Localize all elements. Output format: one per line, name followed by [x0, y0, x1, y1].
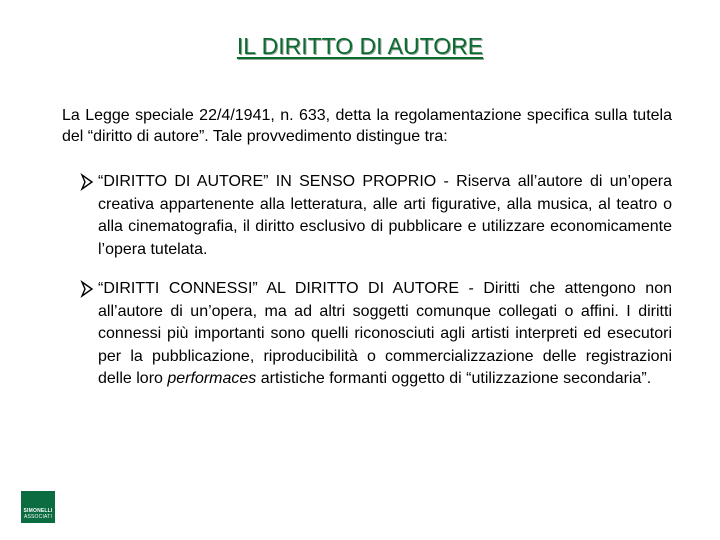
bullet-text-part: artistiche formanti oggetto di “utilizzazione secondaria”. — [256, 370, 652, 388]
bullet-text: “DIRITTO DI AUTORE” IN SENSO PROPRIO - Riserva all’autore di un’opera creativa appartenente alla letteratura, alle arti figurative, alla musica, al teatro o alla cinematografia, il diritto esclusivo di pubblicare e utilizzare economicamente l’opera tutelata. — [98, 173, 672, 258]
bullet-item-diritto-di-autore — [80, 171, 672, 261]
bullet-text-part: “DIRITTI CONNESSI” AL DIRITTO DI AUTORE - Diritti che attengono non all’autore di un’opera, ma ad altri soggetti comunque collegati o affini. I diritti connessi più importanti sono quelli riconosciuti agli artisti interpreti ed esecutori per la pubblicazione, riproducibilità o commercializzazione delle registrazioni delle loro — [98, 280, 672, 388]
arrowhead-bullet-icon — [80, 279, 94, 299]
slide-title: IL DIRITTO DI AUTORE — [236, 33, 484, 59]
bullet-text-italic: performaces — [167, 370, 257, 388]
logo-line-1: SIMONELLI — [23, 508, 53, 514]
bullet-item-diritti-connessi — [80, 278, 672, 391]
arrowhead-bullet-icon — [80, 172, 94, 192]
company-logo — [21, 491, 55, 523]
logo-line-2: ASSOCIATI — [23, 514, 53, 520]
bullet-text — [98, 278, 672, 391]
intro-paragraph: La Legge speciale 22/4/1941, n. 633, detta la regolamentazione specifica sulla tutela del “diritto di autore”. Tale provvedimento distingue tra: — [62, 107, 672, 145]
